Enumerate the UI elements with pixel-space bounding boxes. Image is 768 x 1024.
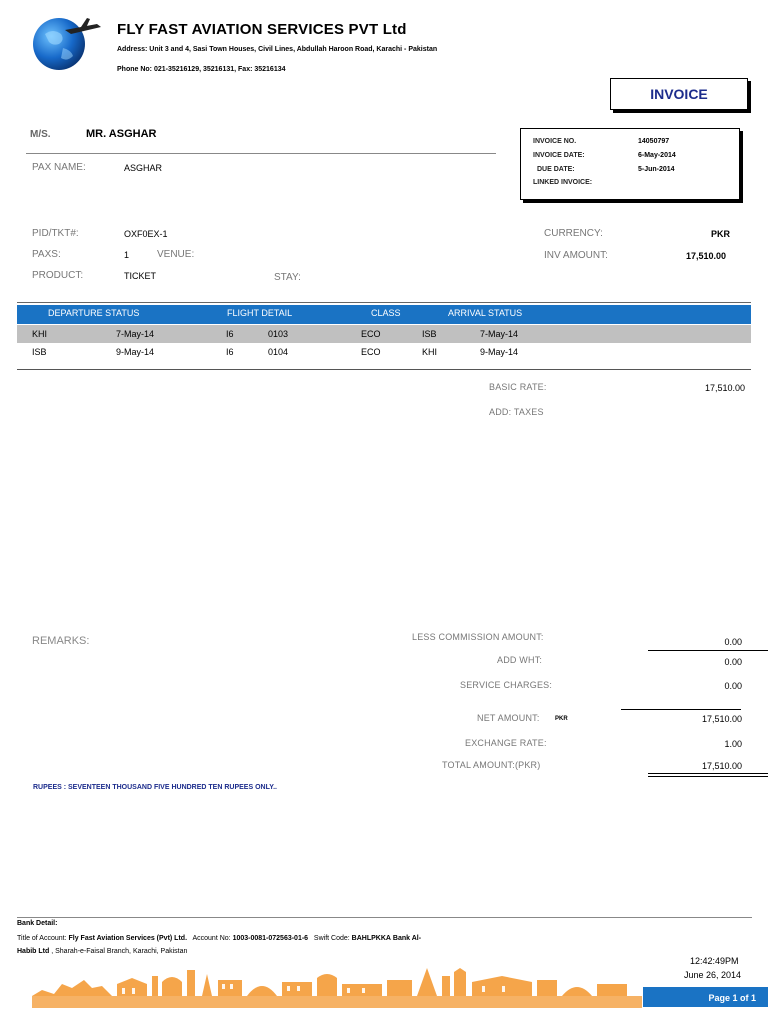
account-no-label: Account No:: [192, 935, 231, 942]
total-amount-label: TOTAL AMOUNT:(PKR): [442, 760, 541, 770]
row-from: KHI: [32, 329, 48, 339]
row-flight: 0103: [268, 329, 289, 339]
pid-value: OXF0EX-1: [124, 229, 168, 239]
invoice-title: INVOICE: [610, 78, 748, 110]
row-to: ISB: [422, 329, 437, 339]
net-currency: PKR: [555, 716, 568, 722]
commission-value: 0.00: [724, 637, 742, 647]
stay-label: STAY:: [274, 272, 301, 283]
swift-label: Swift Code:: [313, 935, 350, 942]
paxs-label: PAXS:: [32, 249, 61, 260]
globe-logo-icon: [25, 12, 105, 72]
bank-name-1: Bank Al-: [392, 935, 422, 942]
company-address: Address: Unit 3 and 4, Sasi Town Houses, Civil Lines, Abdullah Haroon Road, Karachi - Pakistan: [117, 46, 438, 53]
invoice-no-label: INVOICE NO.: [533, 138, 577, 145]
service-charges-label: SERVICE CHARGES:: [460, 680, 553, 690]
account-title-value: Fly Fast Aviation Services (Pvt) Ltd.: [68, 935, 188, 942]
skyline-decoration-icon: [32, 966, 642, 1008]
net-amount-label: NET AMOUNT:: [477, 713, 540, 723]
product-value: TICKET: [124, 271, 157, 281]
company-phone: Phone No: 021-35216129, 35216131, Fax: 35216134: [117, 66, 286, 73]
remarks-label: REMARKS:: [32, 635, 90, 647]
commission-label: LESS COMMISSION AMOUNT:: [412, 632, 544, 642]
amount-in-words: RUPEES : SEVENTEEN THOUSAND FIVE HUNDRED TEN RUPEES ONLY..: [33, 784, 278, 791]
basic-rate-value: 17,510.00: [704, 383, 745, 393]
pax-name-value: ASGHAR: [124, 163, 163, 173]
row-arr-date: 7-May-14: [480, 329, 519, 339]
pid-label: PID/TKT#:: [32, 228, 79, 239]
table-row: [17, 343, 751, 361]
table-row: [17, 325, 751, 343]
bank-account-line: [17, 935, 421, 942]
table-bottom-line: [17, 369, 751, 370]
swift-value: BAHLPKKA: [351, 935, 391, 942]
header-class: CLASS: [371, 308, 401, 318]
row-class: ECO: [361, 329, 381, 339]
header-departure: DEPARTURE STATUS: [48, 308, 140, 318]
linked-invoice-label: LINKED INVOICE:: [533, 179, 593, 186]
inv-amount-value: 17,510.00: [686, 251, 727, 261]
product-label: PRODUCT:: [32, 270, 84, 281]
due-date-label: DUE DATE:: [537, 166, 575, 173]
venue-label: VENUE:: [157, 249, 195, 260]
divider: [621, 709, 741, 710]
divider: [26, 153, 496, 154]
bank-detail-title: Bank Detail:: [17, 920, 58, 927]
table-header: [17, 305, 751, 324]
invoice-date-label: INVOICE DATE:: [533, 152, 585, 159]
row-arr-date: 9-May-14: [480, 347, 519, 357]
inv-amount-label: INV AMOUNT:: [544, 250, 608, 261]
divider: [648, 650, 768, 651]
divider: [648, 776, 768, 777]
bank-branch: , Sharah-e-Faisal Branch, Karachi, Pakistan: [51, 948, 188, 955]
header-arrival: ARRIVAL STATUS: [448, 308, 523, 318]
paxs-value: 1: [124, 250, 130, 260]
pax-name-label: PAX NAME:: [32, 162, 86, 173]
bank-name-2: Habib Ltd: [17, 948, 50, 955]
ms-label: M/S.: [30, 129, 51, 140]
bank-branch-line: [17, 948, 187, 955]
currency-label: CURRENCY:: [544, 228, 603, 239]
row-dep-date: 9-May-14: [116, 347, 155, 357]
row-flight: 0104: [268, 347, 289, 357]
net-amount-value: 17,510.00: [701, 714, 742, 724]
print-date: June 26, 2014: [684, 970, 742, 980]
invoice-no-value: 14050797: [638, 138, 670, 145]
wht-label: ADD WHT:: [497, 655, 543, 665]
row-dep-date: 7-May-14: [116, 329, 155, 339]
divider: [648, 773, 768, 774]
total-amount-value: 17,510.00: [701, 761, 742, 771]
account-no-value: 1003-0081-072563-01-6: [232, 935, 309, 942]
row-from: ISB: [32, 347, 47, 357]
service-charges-value: 0.00: [724, 681, 742, 691]
due-date-value: 5-Jun-2014: [638, 166, 675, 173]
taxes-label: ADD: TAXES: [489, 407, 544, 417]
print-time: 12:42:49PM: [690, 956, 739, 966]
wht-value: 0.00: [724, 657, 742, 667]
invoice-info-box: [520, 128, 740, 200]
divider: [17, 917, 752, 918]
exchange-rate-value: 1.00: [724, 739, 742, 749]
row-airline: I6: [226, 347, 234, 357]
header-flight: FLIGHT DETAIL: [227, 308, 293, 318]
ms-value: MR. ASGHAR: [86, 128, 157, 140]
basic-rate-label: BASIC RATE:: [489, 382, 547, 392]
row-airline: I6: [226, 329, 234, 339]
row-to: KHI: [422, 347, 438, 357]
invoice-date-value: 6-May-2014: [638, 152, 676, 159]
page-indicator: [643, 987, 768, 1007]
company-name: FLY FAST AVIATION SERVICES PVT Ltd: [117, 21, 407, 38]
table-top-line: [17, 302, 751, 303]
row-class: ECO: [361, 347, 381, 357]
currency-value: PKR: [711, 229, 731, 239]
page-number: Page 1 of 1: [708, 993, 756, 1003]
exchange-rate-label: EXCHANGE RATE:: [465, 738, 547, 748]
account-title-label: Title of Account:: [17, 935, 67, 942]
